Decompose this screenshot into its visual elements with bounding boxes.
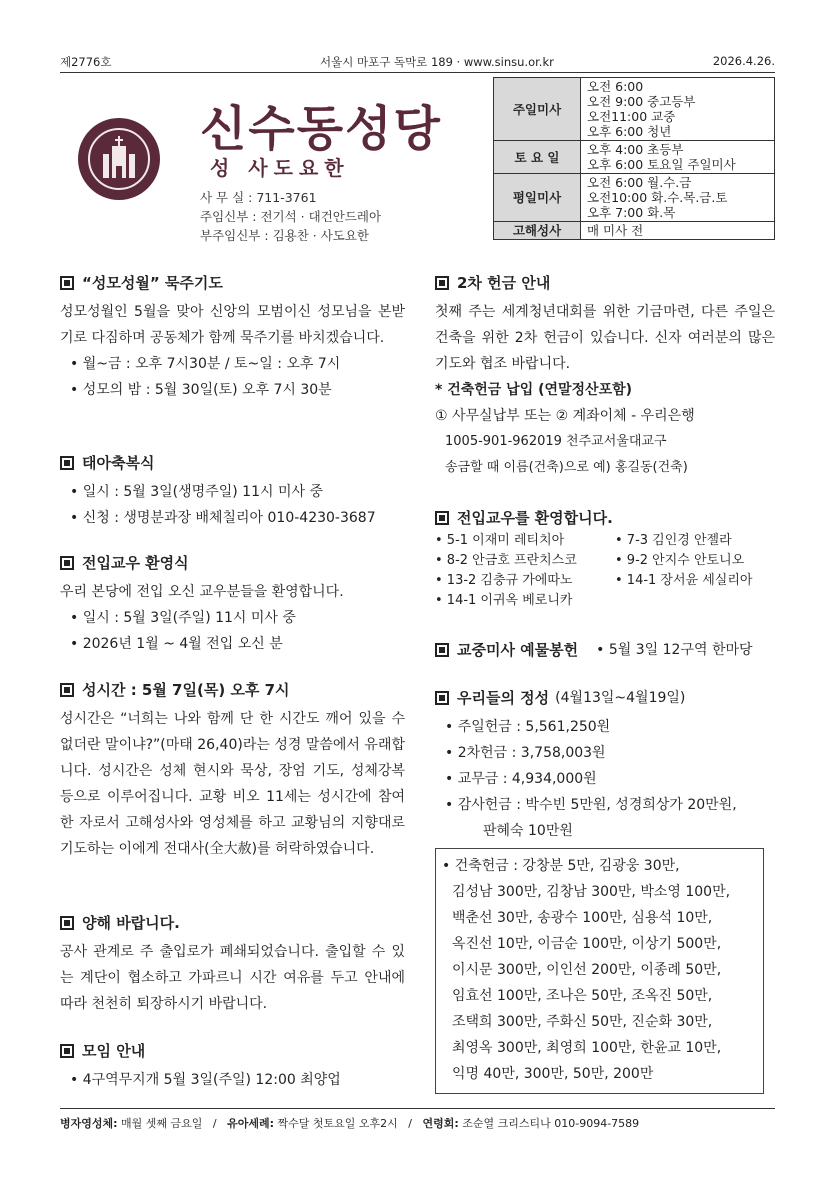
section-fetus-blessing (60, 450, 405, 531)
list-item: • 교무금 : 4,934,000원 (445, 771, 597, 787)
section-rosary (60, 270, 405, 403)
parish-seal (78, 118, 160, 200)
office-row: 주임신부 : 전기석 · 대건안드레아 (200, 209, 382, 224)
donor-line: 백춘선 30만, 송광수 100만, 심용석 10만, (452, 910, 713, 926)
donor-line: • 건축헌금 : 강창분 5만, 김광웅 30만, (442, 858, 680, 874)
schedule-times: 오후 4:00 초등부 오후 6:00 토요일 주일미사 (581, 141, 775, 174)
building-fund-box (435, 848, 764, 1094)
section-heading: 교중미사 예물봉헌 • 5월 3일 12구역 한마당 (435, 637, 780, 663)
church-icon (99, 136, 139, 182)
patron-saint: 성 사도요한 (210, 156, 350, 180)
bullet-square-icon (60, 556, 74, 570)
section-body: 첫째 주는 세계청년대회를 위한 기금마련, 다른 주일은 건축을 위한 2차 헌금이 있습니다. 신자 여러분의 많은 기도와 협조 바랍니다. (435, 304, 775, 372)
bullet-square-icon (60, 276, 74, 290)
section-heading: “성모성월” 묵주기도 (60, 270, 405, 296)
donor-line: 익명 40만, 300만, 50만, 200만 (452, 1066, 654, 1082)
list-item: • 7-3 김인경 안젤라 (615, 533, 732, 548)
list-item: • 9-2 안지수 안토니오 (615, 553, 745, 568)
text-line: 송금할 때 이름(건축)으로 예) 홍길동(건축) (445, 460, 688, 475)
bullet-square-icon (60, 1044, 74, 1058)
office-row: 사 무 실 : 711-3761 (200, 190, 317, 205)
list-item: • 8-2 안금호 프란치스코 (435, 553, 577, 568)
schedule-times: 매 미사 전 (581, 222, 775, 240)
bullet-square-icon (60, 916, 74, 930)
section-body: 성모성월인 5월을 맞아 신앙의 모범이신 성모님을 본받기로 다짐하며 공동체가 함께 묵주기를 바치겠습니다. (60, 304, 405, 346)
list-item: • 주일헌금 : 5,561,250원 (445, 719, 611, 735)
list-item: • 4구역무지개 5월 3일(주일) 12:00 최양업 (70, 1072, 341, 1088)
seal-ring (88, 128, 150, 190)
schedule-label: 토 요 일 (494, 141, 581, 174)
section-heading: 전입교우 환영식 (60, 550, 405, 576)
section-heading: 성시간 : 5월 7일(목) 오후 7시 (60, 677, 405, 703)
list-item: • 14-1 이귀옥 베로니카 (435, 593, 573, 608)
member-grid (435, 531, 780, 611)
section-heading: 우리들의 정성 (4월13일~4월19일) (435, 685, 780, 711)
section-new-members (435, 508, 780, 611)
footer-bar: 병자영성체: 매월 셋째 금요일 / 유아세례: 짝수달 첫토요일 오후2시 / 연령회: 조순열 크리스티나 010-9094-7589 (60, 1108, 775, 1131)
top-bar (60, 52, 775, 72)
schedule-times: 오전 6:00 오전 9:00 중고등부 오전11:00 교중 오후 6:00 청년 (581, 78, 775, 141)
list-item-continued: 판혜숙 10만원 (483, 823, 573, 839)
bullet-square-icon (60, 683, 74, 697)
section-heading: 양해 바랍니다. (60, 910, 405, 936)
list-item: • 성모의 밤 : 5월 30일(토) 오후 7시 30분 (70, 382, 332, 398)
parish-title: 신수동성당 (200, 101, 442, 157)
issue-date: 2026.4.26. (712, 54, 775, 68)
section-offering (435, 637, 780, 666)
section-contributions (435, 685, 780, 1094)
donor-line: 최영옥 300만, 최영희 100만, 한윤교 10만, (452, 1040, 722, 1056)
sub-heading: * 건축헌금 납입 (연말정산포함) (435, 382, 633, 398)
list-item: • 14-1 장서윤 세실리아 (615, 573, 753, 588)
donor-line: 조택희 300만, 주화신 50만, 진순화 30만, (452, 1014, 713, 1030)
list-item: • 2차헌금 : 3,758,003원 (445, 745, 606, 761)
donor-line: 김성남 300만, 김창남 300만, 박소영 100만, (452, 884, 731, 900)
section-notice (60, 910, 405, 1017)
bullet-square-icon (60, 456, 74, 470)
section-second-collection (435, 270, 775, 481)
schedule-label: 평일미사 (494, 174, 581, 222)
mass-schedule-table (493, 77, 775, 240)
text-line: ① 사무실납부 또는 ② 계좌이체 - 우리은행 (435, 408, 695, 424)
text-line: 1005-901-962019 천주교서울대교구 (445, 434, 667, 449)
schedule-row (494, 174, 775, 222)
bullet-square-icon (435, 511, 449, 525)
list-item: • 13-2 김충규 가에따노 (435, 573, 573, 588)
section-welcome (60, 550, 405, 657)
donor-line: 이시문 300만, 이인선 200만, 이종례 50만, (452, 962, 722, 978)
issue-number: 제2776호 (60, 55, 112, 69)
schedule-label: 주일미사 (494, 78, 581, 141)
bullet-square-icon (435, 276, 449, 290)
section-body: 성시간은 “너희는 나와 함께 단 한 시간도 깨어 있을 수 없더란 말이냐?”(마태 26,40)라는 성경 말씀에서 유래합니다. 성시간은 성체 현시와 묵상, 장엄 기도, 성체강복 등으로 이루어집니다. 교황 비오 11세는 성시간에 참여한 자로서 고해성사와 영성체를 하고 교황님의 지향대로 기도하는 이에게 전대사(全大赦)를 허락하였습니다. (60, 711, 405, 857)
office-info (200, 188, 381, 245)
list-item: • 2026년 1월 ~ 4월 전입 오신 분 (70, 636, 283, 652)
schedule-label: 고해성사 (494, 222, 581, 240)
list-item: • 월~금 : 오후 7시30분 / 토~일 : 오후 7시 (70, 356, 341, 372)
section-body: 우리 본당에 전입 오신 교우분들을 환영합니다. (60, 584, 344, 600)
section-heading: 태아축복식 (60, 450, 405, 476)
address: 서울시 마포구 독막로 189 · www.sinsu.or.kr (320, 55, 554, 69)
schedule-row (494, 222, 775, 240)
office-row: 부주임신부 : 김용찬 · 사도요한 (200, 228, 370, 243)
list-item: • 신청 : 생명분과장 배체칠리아 010-4230-3687 (70, 510, 376, 526)
list-item: • 감사헌금 : 박수빈 5만원, 성경희상가 20만원, (445, 797, 737, 813)
schedule-times: 오전 6:00 월.수.금 오전10:00 화.수.목.금.토 오후 7:00 화.목 (581, 174, 775, 222)
section-holy-hour (60, 677, 405, 862)
schedule-row (494, 141, 775, 174)
section-body: 공사 관계로 주 출입로가 폐쇄되었습니다. 출입할 수 있는 계단이 협소하고 가파르니 시간 여유를 두고 안내에 따라 천천히 퇴장하시기 바랍니다. (60, 944, 405, 1012)
bullet-square-icon (435, 643, 449, 657)
list-item: • 5-1 이재미 레티치아 (435, 533, 565, 548)
donor-line: 옥진선 10만, 이금순 100만, 이상기 500만, (452, 936, 722, 952)
section-heading: 모임 안내 (60, 1038, 405, 1064)
schedule-row (494, 78, 775, 141)
bullet-square-icon (435, 691, 449, 705)
section-heading: 2차 헌금 안내 (435, 270, 775, 296)
section-heading: 전입교우를 환영합니다. (435, 508, 780, 528)
list-item: • 일시 : 5월 3일(주일) 11시 미사 중 (70, 610, 296, 626)
donor-line: 임효선 100만, 조나은 50만, 조옥진 50만, (452, 988, 713, 1004)
list-item (615, 591, 785, 611)
top-divider (60, 72, 775, 73)
list-item: • 일시 : 5월 3일(생명주일) 11시 미사 중 (70, 484, 323, 500)
section-meetings (60, 1038, 405, 1093)
